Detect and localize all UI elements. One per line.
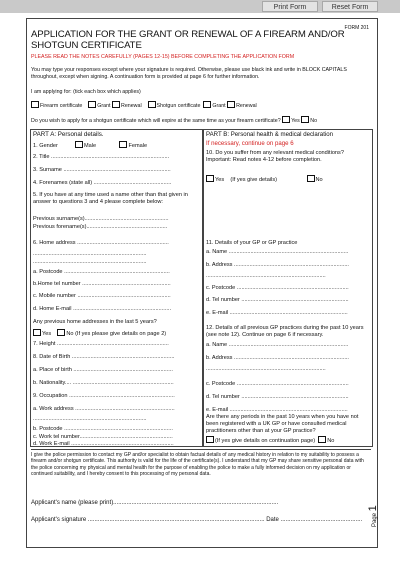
surname-field[interactable]: 3. Surname ..................................................................... [33,167,171,173]
part-b-section [203,129,373,447]
work-address-line[interactable]: ......................................................................... [33,416,147,422]
shotgun-checkbox[interactable] [148,101,156,108]
top-toolbar [0,0,400,13]
print-form-button[interactable]: Print Form [262,1,318,12]
prev-surname-field[interactable]: Previous surname(s)...................................................... [33,216,169,222]
option-label: Grant [97,103,111,109]
prev-gp-address-line[interactable]: ............................................................................. [206,366,326,372]
gp-email-field[interactable]: e. E-mail ............................................................................ [206,310,348,316]
shotgun-grant-checkbox[interactable] [203,101,211,108]
medical-yes-checkbox[interactable] [206,175,214,182]
intro-text: You may type your responses except where your signature is required. Otherwise, please use black ink and write in BLOCK CAPITALS throughout, except when signing. A continuation form is provided at page 6 for further information. [31,67,347,80]
form-number: FORM 201 [344,25,369,31]
applicant-name-field[interactable]: Applicant's name (please print)................................................................................................... [31,500,279,506]
prev-gp-tel-field[interactable]: d. Tel number ..................................................................... [206,394,349,400]
address-line[interactable]: ......................................................................... [33,251,147,257]
home-tel-field[interactable]: b.Home tel number ......................................................... [33,281,171,287]
reset-form-button[interactable]: Reset Form [322,1,378,12]
part-a-section [30,129,203,447]
prev-gp-address-field[interactable]: b. Address .......................................................................... [206,355,349,361]
same-time-question [31,116,377,125]
part-b-title: PART B: Personal health & medical declaration [206,131,334,138]
work-address-field[interactable]: a. Work address ................................................................ [33,406,175,412]
consent-section [31,449,371,546]
applying-options [31,101,371,110]
q10-text: 10. Do you suffer from any relevant medical conditions? Important: Read notes 4-12 before completion. [206,150,344,163]
nationality-field[interactable]: b. Nationality.... ................................................................. [33,380,174,386]
option-label: Shotgun certificate [156,103,201,109]
work-email-field[interactable]: d. Work E-mail .................................................................. [33,441,174,447]
part-b-continue: If necessary, continue on page 6 [206,140,294,147]
q12-text: 12. Details of all previous GP practices during the past 10 years (see note 12). Continue on page 6 if necessary. [206,325,364,338]
prev-gp-name-field[interactable]: a. Name ............................................................................. [206,342,349,348]
firearm-renewal-checkbox[interactable] [112,101,120,108]
part-a-title: PART A: Personal details. [33,131,104,138]
gp-name-field[interactable]: a. Name ............................................................................. [206,249,349,255]
shotgun-renewal-checkbox[interactable] [227,101,235,108]
page-number [367,497,379,537]
title-field[interactable]: 2. Title ............................................................................ [33,154,170,160]
q10-options: Yes (If yes give details) No [206,175,323,184]
applicant-signature-field[interactable]: Applicant's signature .......................................................................................................... Date ................................................. [31,517,363,523]
periods-question: Are there any periods in the past 10 years when you have not been registered with a UK GP or have consulted medical practitioners other than at your GP practice? [206,414,359,434]
q5-text: 5. If you have at any time used a name other than that given in answer to questions 3 and 4 please complete below: [33,192,188,205]
occupation-field[interactable]: 9. Occupation .................................................................... [33,393,175,399]
application-form [26,18,378,548]
dob-field[interactable]: 8. Date of Birth .................................................................. [33,354,175,360]
postcode-field[interactable]: a. Postcode .................................................................... [33,269,170,275]
prev-gp-email-field[interactable]: e. E-mail ............................................................................ [206,407,348,413]
option-label: Renewal [236,103,257,109]
prev-yes-checkbox[interactable] [33,329,41,336]
firearm-grant-checkbox[interactable] [88,101,96,108]
question-text: Do you wish to apply for a shotgun certificate which will expire at the same time as your firearm certificate? [31,118,281,124]
applying-label: I am applying for: (tick each box which applies) [31,89,141,95]
periods-no-checkbox[interactable] [318,436,326,443]
address-line[interactable]: ......................................................................... [33,259,147,265]
height-field[interactable]: 7. Height ........................................................................ [33,341,169,347]
q11-text: 11. Details of your GP or GP practice [206,240,298,246]
page-num: 1 [367,505,379,512]
option-label: Grant [212,103,226,109]
option-label: Renewal [121,103,142,109]
read-notes-notice: PLEASE READ THE NOTES CAREFULLY (PAGES 12-15) BEFORE COMPLETING THE APPLICATION FORM [31,54,295,60]
gender-field: 1. Gender Male Female [33,143,148,149]
prev-gp-postcode-field[interactable]: c. Postcode ........................................................................ [206,381,349,387]
gp-postcode-field[interactable]: c. Postcode ........................................................................ [206,285,349,291]
gp-tel-field[interactable]: d. Tel number ..................................................................... [206,297,349,303]
home-address-field[interactable]: 6. Home address ........................................................... [33,240,169,246]
work-tel-field[interactable]: c. Work tel number............................................................ [33,434,173,440]
female-checkbox[interactable] [119,141,127,148]
firearm-checkbox[interactable] [31,101,39,108]
prev-forename-field[interactable]: Previous forename(s).................................................... [33,224,168,230]
prev-addresses-question: Any previous home addresses in the last 5 years? [33,319,157,325]
yes-label: Yes [291,118,300,124]
periods-options: (If yes give details on continuation page) No [206,436,334,445]
same-time-yes-checkbox[interactable] [282,116,290,123]
page-label: Page [372,512,378,527]
form-title: APPLICATION FOR THE GRANT OR RENEWAL OF A FIREARM AND/OR SHOTGUN CERTIFICATE [31,29,345,51]
option-label: Firearm certificate [40,103,83,109]
no-label: No [310,118,318,124]
medical-no-checkbox[interactable] [307,175,315,182]
prev-addresses-options: Yes No (If yes please give details on page 2) [33,329,166,338]
gp-address-line[interactable]: ............................................................................. [206,273,326,279]
home-email-field[interactable]: d. Home E-mail ............................................................... [33,306,172,312]
forenames-field[interactable]: 4. Forenames (state all) .................................................. [33,180,172,186]
mobile-field[interactable]: c. Mobile number ............................................................ [33,293,171,299]
consent-text: I give the police permission to contact my GP and/or specialist to obtain factual details of any medical history in relation to my suitability to possess a firearm and/or shotgun certificate. This authority is valid for the life of the certificate(s). I understand that my GP may share sensitive personal data with the police concerning my physical and mental health for the purpose of enabling the police to make a fully informed decision on my application or continued suitability, and I hereby consent to this processing of my personal data. [31,452,364,478]
same-time-no-checkbox[interactable] [301,116,309,123]
periods-yes-checkbox[interactable] [206,436,214,443]
prev-no-checkbox[interactable] [57,329,65,336]
pob-field[interactable]: a. Place of birth ................................................................ [33,367,173,373]
male-checkbox[interactable] [75,141,83,148]
work-postcode-field[interactable]: b. Postcode ...................................................................... [33,426,173,432]
gp-address-field[interactable]: b. Address .......................................................................... [206,262,349,268]
